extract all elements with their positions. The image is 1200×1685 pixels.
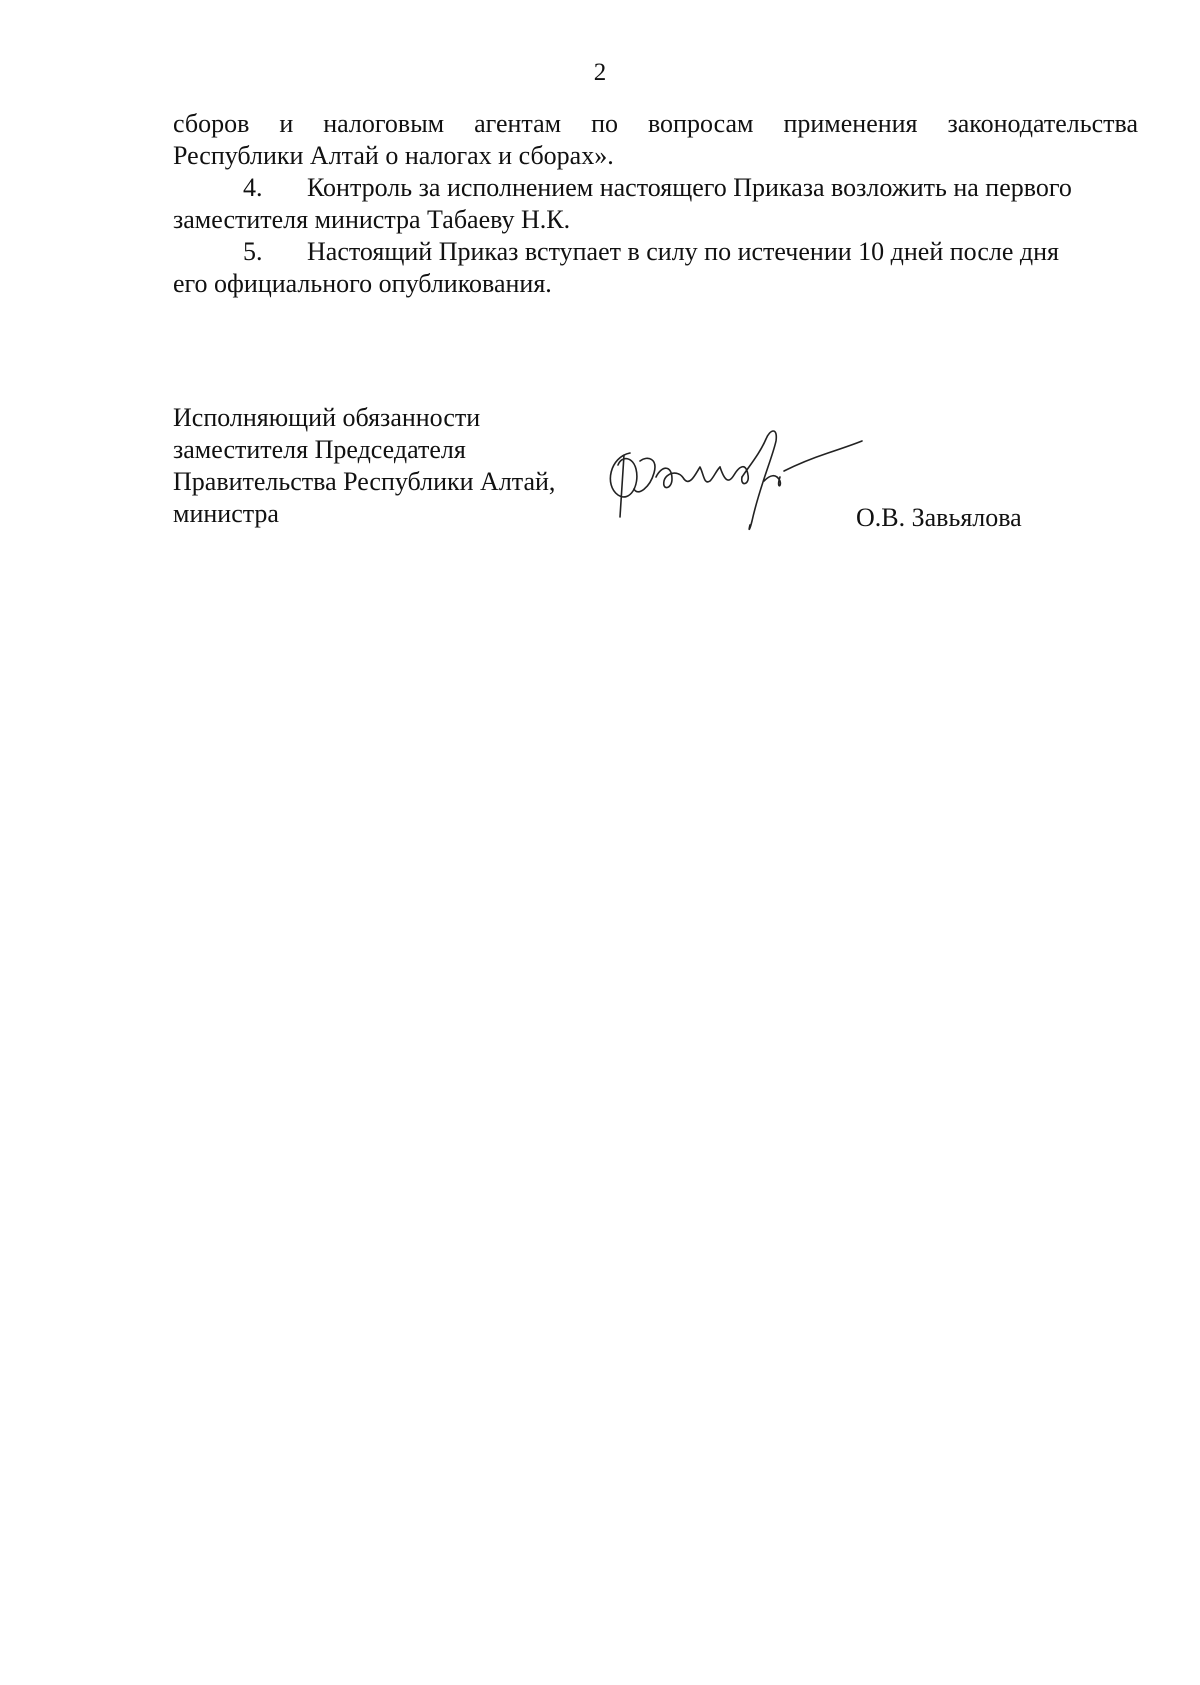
signatory-title-line-2: заместителя Председателя <box>173 435 466 464</box>
list-item-4-first-row <box>173 172 1138 204</box>
signatory-title-line-1: Исполняющий обязанности <box>173 403 481 432</box>
list-item-5-text-line-1: Настоящий Приказ вступает в силу по истечении 10 дней после дня <box>307 237 1059 266</box>
list-item-5-text-line-2: его официального опубликования. <box>173 269 552 298</box>
continuation-line-1: сборов и налоговым агентам по вопросам применения законодательства <box>173 109 1138 138</box>
signatory-name: О.В. Завьялова <box>856 503 1022 532</box>
signatory-title-line-4: министра <box>173 499 279 528</box>
list-item-5 <box>173 236 1138 300</box>
list-item-5-number: 5. <box>243 237 263 266</box>
signatory-title-line-3: Правительства Республики Алтай, <box>173 467 556 496</box>
signatory-title <box>173 402 555 530</box>
list-item-5-first-row <box>173 236 1138 268</box>
handwritten-signature <box>600 425 880 555</box>
list-item-4 <box>173 172 1138 236</box>
document-body <box>173 108 1138 300</box>
continuation-line-2: Республики Алтай о налогах и сборах». <box>173 141 614 170</box>
list-item-4-text-line-1: Контроль за исполнением настоящего Приказа возложить на первого <box>307 173 1072 202</box>
page-number: 2 <box>593 59 607 86</box>
list-item-4-number: 4. <box>243 173 263 202</box>
list-item-4-text-line-2: заместителя министра Табаеву Н.К. <box>173 205 571 234</box>
